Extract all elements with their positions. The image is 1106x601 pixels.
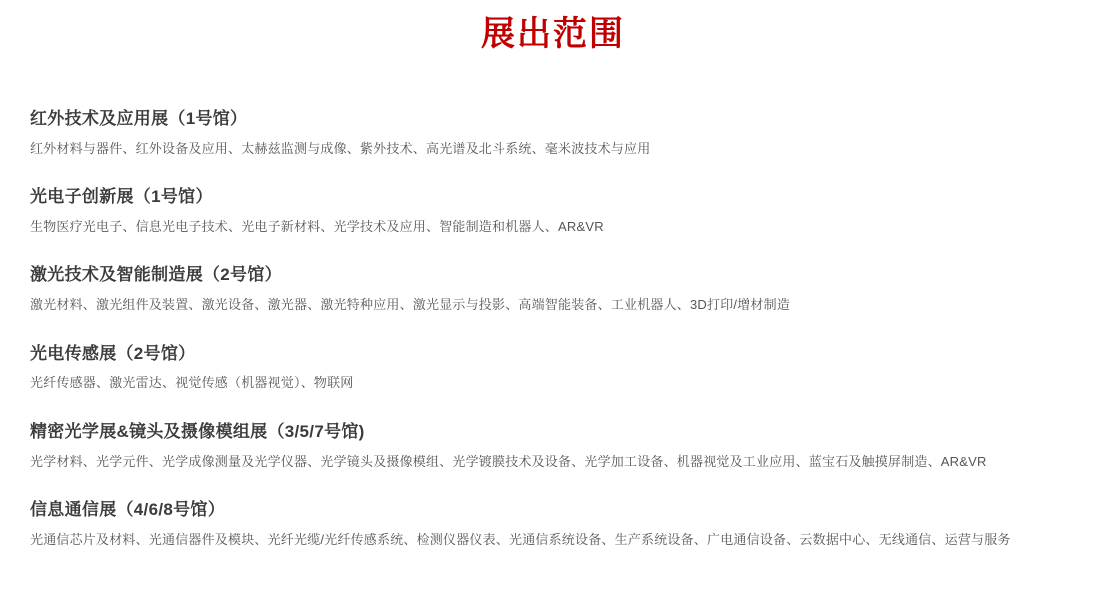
section-information-communication	[30, 498, 1076, 549]
section-description: 光通信芯片及材料、光通信器件及模块、光纤光缆/光纤传感系统、检测仪器仪表、光通信系统设备、生产系统设备、广电通信设备、云数据中心、无线通信、运营与服务	[30, 532, 1011, 548]
section-optoelectronics-innovation	[30, 185, 1076, 236]
section-laser-intelligent-manufacturing	[30, 263, 1076, 314]
section-description: 激光材料、激光组件及装置、激光设备、激光器、激光特种应用、激光显示与投影、高端智能装备、工业机器人、3D打印/增材制造	[30, 297, 791, 313]
section-title: 信息通信展（4/6/8号馆）	[30, 500, 226, 520]
section-title: 红外技术及应用展（1号馆）	[30, 108, 248, 128]
section-title: 精密光学展&镜头及摄像模组展（3/5/7号馆)	[30, 421, 365, 441]
section-description: 生物医疗光电子、信息光电子技术、光电子新材料、光学技术及应用、智能制造和机器人、AR&VR	[30, 218, 604, 234]
section-description: 光学材料、光学元件、光学成像测量及光学仪器、光学镜头及摄像模组、光学镀膜技术及设备、光学加工设备、机器视觉及工业应用、蓝宝石及触摸屏制造、AR&VR	[30, 453, 987, 469]
page-title: 展出范围	[481, 15, 625, 53]
section-infrared	[30, 107, 1076, 158]
sections-list	[0, 107, 1106, 550]
section-title: 光电传感展（2号馆）	[30, 343, 196, 363]
section-precision-optics-lens-camera-module	[30, 420, 1076, 471]
section-description: 红外材料与器件、红外设备及应用、太赫兹监测与成像、紫外技术、高光谱及北斗系统、毫米波技术与应用	[30, 140, 651, 156]
section-title: 光电子创新展（1号馆）	[30, 187, 213, 207]
section-title: 激光技术及智能制造展（2号馆）	[30, 265, 282, 285]
section-photoelectric-sensing	[30, 342, 1076, 393]
section-description: 光纤传感器、激光雷达、视觉传感（机器视觉）、物联网	[30, 375, 354, 391]
